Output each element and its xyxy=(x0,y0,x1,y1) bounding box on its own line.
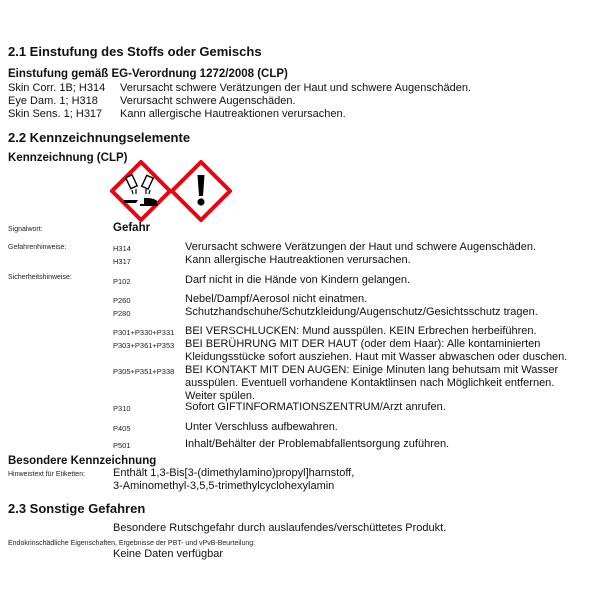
special-labelling-text: 3-Aminomethyl-3,5,5-trimethylcyclohexylamin xyxy=(113,480,335,492)
precaution-text: Darf nicht in die Hände von Kindern gelangen. xyxy=(185,274,411,286)
special-labelling-text: Enthält 1,3-Bis[3-(dimethylamino)propyl]harnstoff, xyxy=(113,467,355,479)
precaution-code: P280 xyxy=(113,309,131,318)
hazard-text: Kann allergische Hautreaktionen verursachen. xyxy=(185,254,411,266)
precaution-text: Weiter spülen. xyxy=(185,390,256,402)
precaution-text: BEI KONTAKT MIT DEN AUGEN: Einige Minuten lang behutsam mit Wasser xyxy=(185,364,559,376)
special-labelling-title: Besondere Kennzeichnung xyxy=(8,455,157,467)
special-labelling-label: Hinweistext für Etiketten: xyxy=(8,471,86,478)
hazard-code: H314 xyxy=(113,244,131,253)
classification-code: Skin Corr. 1B; H314 xyxy=(8,82,106,94)
classification-code: Eye Dam. 1; H318 xyxy=(8,95,98,107)
signal-word: Gefahr xyxy=(113,222,151,234)
precaution-code: P102 xyxy=(113,277,131,286)
precaution-code: P305+P351+P338 xyxy=(113,367,175,376)
hazard-text: Verursacht schwere Verätzungen der Haut und schwere Augenschäden. xyxy=(185,241,537,253)
precaution-text: Unter Verschluss aufbewahren. xyxy=(185,421,338,433)
precaution-text: Sofort GIFTINFORMATIONSZENTRUM/Arzt anrufen. xyxy=(185,401,446,413)
precaution-code: P301+P330+P331 xyxy=(113,328,175,337)
signal-label: Signalwort: xyxy=(8,226,43,233)
endocrine-value: Keine Daten verfügbar xyxy=(113,548,224,560)
other-hazards-text: Besondere Rutschgefahr durch auslaufendes/verschüttetes Produkt. xyxy=(113,522,447,534)
classification-text: Verursacht schwere Verätzungen der Haut und schwere Augenschäden. xyxy=(120,82,472,94)
corrosion-pictogram-icon xyxy=(110,160,172,222)
precaution-code: P310 xyxy=(113,404,131,413)
precaution-code: P501 xyxy=(113,441,131,450)
precaution-text: Inhalt/Behälter der Problemabfallentsorgung zuführen. xyxy=(185,438,450,450)
hazard-code: H317 xyxy=(113,257,131,266)
precaution-text: Schutzhandschuhe/Schutzkleidung/Augenschutz/Gesichtsschutz tragen. xyxy=(185,306,538,318)
precaution-text: BEI BERÜHRUNG MIT DER HAUT (oder dem Haar): Alle kontaminierten xyxy=(185,338,541,350)
endocrine-label: Endokrinschädliche Eigenschaften, Ergebnisse der PBT- und vPvB-Beurteilung: xyxy=(8,540,256,547)
section-2-2-title: 2.2 Kennzeichnungselemente xyxy=(8,130,191,145)
exclamation-pictogram-icon xyxy=(170,160,232,222)
section-2-1-subtitle: Einstufung gemäß EG-Verordnung 1272/2008 (CLP) xyxy=(8,68,288,80)
classification-text: Kann allergische Hautreaktionen verursachen. xyxy=(120,108,346,120)
precaution-text: ausspülen. Eventuell vorhandene Kontaktlinsen nach Möglichkeit entfernen. xyxy=(185,377,555,389)
section-2-1-title: 2.1 Einstufung des Stoffs oder Gemischs xyxy=(8,44,262,59)
precaution-code: P260 xyxy=(113,296,131,305)
classification-code: Skin Sens. 1; H317 xyxy=(8,108,103,120)
precaution-label: Sicherheitshinweise: xyxy=(8,274,72,281)
precaution-code: P303+P361+P353 xyxy=(113,341,175,350)
section-2-3-title: 2.3 Sonstige Gefahren xyxy=(8,501,146,516)
precaution-text: BEI VERSCHLUCKEN: Mund ausspülen. KEIN Erbrechen herbeiführen. xyxy=(185,325,537,337)
classification-text: Verursacht schwere Augenschäden. xyxy=(120,95,296,107)
precaution-code: P405 xyxy=(113,424,131,433)
precaution-text: Kleidungsstücke sofort ausziehen. Haut mit Wasser abwaschen oder duschen. xyxy=(185,351,568,363)
precaution-text: Nebel/Dampf/Aerosol nicht einatmen. xyxy=(185,293,368,305)
section-2-2-subtitle: Kennzeichnung (CLP) xyxy=(8,152,128,164)
hazard-label: Gefahrenhinweise: xyxy=(8,244,67,251)
